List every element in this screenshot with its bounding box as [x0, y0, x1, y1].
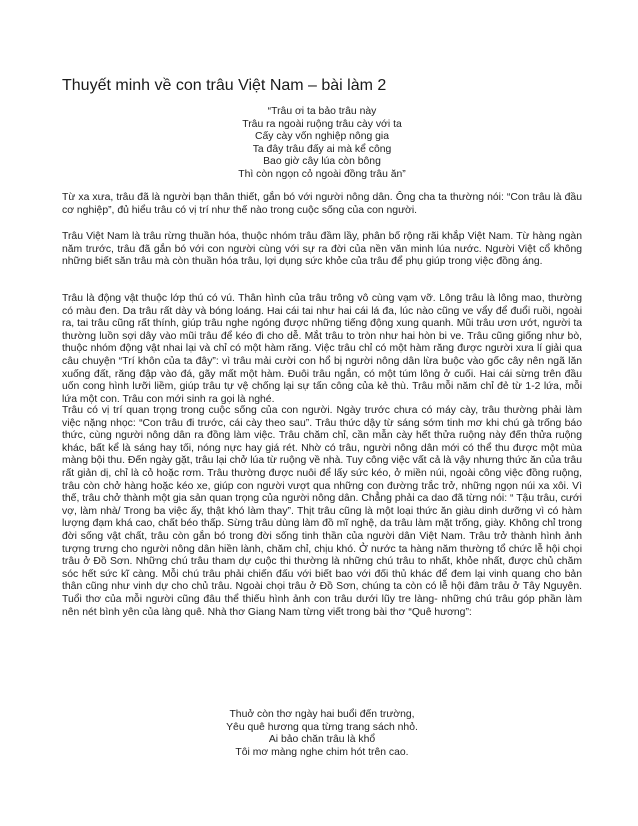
poem-line: Thuở còn thơ ngày hai buổi đến trường, — [229, 709, 415, 720]
paragraph-description: Trâu là động vật thuộc lớp thú có vú. Thân hình của trâu trông vô cùng vạm vỡ. Lông trâu là lông mao, thường có màu đen. Da trâu rất dày và bóng loáng. Hai cái tai như hai cái lá đa, lúc nào cũng ve vẩy để đuổi ruồi, ngoài ra, tai trâu cũng rất thính, giúp trâu nghe ngóng được những tiếng động xung quanh. Mũi trâu ươn ướt, người ta thường luồn sợi dây vào mũi trâu để kéo đi cho dễ. Mắt trâu to tròn như hai hòn bi ve. Trâu cũng giống như bò, thuộc nhóm động vật nhai lại và chỉ có một hàm răng. Việc trâu chỉ có một hàm răng được người xưa lí giải qua câu chuyện “Trí khôn của ta đây”: vì trâu mải cười con hổ bị người nông dân lừa buộc vào gốc cây nên ngã lăn xuống đất, răng đập vào đá, gãy mất một hàm. Đuôi trâu ngắn, có một túm lông ở cuối. Hai cái sừng trên đầu uốn cong hình lưỡi liềm, giúp trâu tự vệ chống lại sự tấn công của kẻ thù. Trâu mỗi năm chỉ đẻ từ 1-2 lứa, mỗi lứa một con. Trâu con mới sinh ra gọi là nghé. — [62, 293, 582, 405]
paragraph-origin: Trâu Việt Nam là trâu rừng thuần hóa, thuộc nhóm trâu đầm lầy, phân bố rộng rãi khắp Việt Nam. Từ hàng ngàn năm trước, trâu đã gắn bó với con người cùng với sự ra đời của nền văn minh lúa nước. Người Việt cổ không những biết săn trâu mà còn thuần hóa trâu, lợi dụng sức khỏe của trâu để phụ giúp trong việc đồng áng. — [62, 231, 582, 268]
closing-poem — [62, 709, 582, 759]
poem-line: Tôi mơ màng nghe chim hót trên cao. — [235, 746, 409, 758]
poem-line: Ta đây trâu đấy ai mà kể công — [252, 143, 392, 155]
poem-line: Yêu quê hương qua từng trang sách nhỏ. — [226, 721, 418, 733]
poem-line: Bao giờ cây lúa còn bông — [263, 156, 381, 168]
poem-line: Cấy cày vốn nghiệp nông gia — [254, 131, 390, 143]
paragraph-role: Trâu có vị trí quan trọng trong cuộc sống của con người. Ngày trước chưa có máy cày, trâu thường phải làm việc nặng nhọc: “Con trâu đi trước, cái cày theo sau”. Trâu thức dậy từ sáng sớm tinh mơ khi chú gà trống báo thức, cùng người nông dân ra đồng làm việc. Trâu chăm chỉ, cần mẫn cày hết thửa ruộng này đến thửa ruộng khác, bất kể là sáng hay tối, nóng nực hay giá rét. Nhờ có trâu, người nông dân mới có thể thu được một mùa màng bội thu. Đến ngày gặt, trâu lại chở lúa từ ruộng về nhà. Tuy công việc vất cả là vậy nhưng thức ăn của trâu rất giản dị, chỉ là cỏ hoặc rơm. Trâu thường được nuôi để lấy sức kéo, ở miền núi, ngoài công việc đồng ruộng, trâu còn chở hàng hoặc kéo xe, giúp con người vượt qua những con đường trắc trở, những ngọn núi xa xôi. Vì thế, trâu chở thành một gia sản quan trọng của người nông dân. Chẳng phải ca dao đã từng nói: “ Tậu trâu, cưới vợ, làm nhà/ Trong ba việc ấy, thật khó làm thay”. Thịt trâu cũng là một loại thức ăn giàu dinh dưỡng vì có hàm lượng đạm khá cao, chất béo thấp. Sừng trâu dùng làm đồ mĩ nghệ, da trâu làm mặt trống, giày. Không chỉ trong đời sống vật chất, trâu còn gắn bó trong đời sống tinh thần của người dân Việt Nam. Trâu trở thành hình ảnh tượng trưng cho người nông dân hiền lành, chăm chỉ, chịu khó. Ở nước ta hàng năm thường tổ chức lễ hội chọi trâu ở Đồ Sơn. Những chú trâu tham dự cuộc thi thường là những chú trâu to nhất, khỏe nhất, được chủ chăm sóc hết sức kĩ càng. Mỗi chú trâu phải chiến đấu với biết bao với đối thủ khác để đem lại vinh quang cho bản thân cũng như vinh dự cho chủ trâu. Ngoài chọi trâu ở Đồ Sơn, chúng ta còn có lễ hội đâm trâu ở Tây Nguyên. Tuổi thơ của mỗi người cũng đâu thể thiếu hình ảnh con trâu dưới lũy tre làng- những chú trâu góp phần làm nên nét bình yên của làng quê. Nhà thơ Giang Nam từng viết trong bài thơ “Quê hương”: — [62, 405, 582, 618]
poem-line: “Trâu ơi ta bảo trâu này — [267, 106, 377, 117]
poem-line: Thì còn ngọn cỏ ngoài đồng trâu ăn” — [238, 168, 406, 180]
poem-line: Ai bảo chăn trâu là khổ — [268, 734, 376, 746]
document-title: Thuyết minh về con trâu Việt Nam – bài làm 2 — [62, 77, 387, 94]
opening-poem — [62, 106, 582, 182]
paragraph-intro: Từ xa xưa, trâu đã là người bạn thân thiết, gắn bó với người nông dân. Ông cha ta thường nói: “Con trâu là đầu cơ nghiệp”, đủ hiểu trâu có vị trí như thế nào trong cuộc sống của con người. — [62, 192, 582, 216]
poem-line: Trâu ra ngoài ruộng trâu cày với ta — [242, 118, 402, 130]
